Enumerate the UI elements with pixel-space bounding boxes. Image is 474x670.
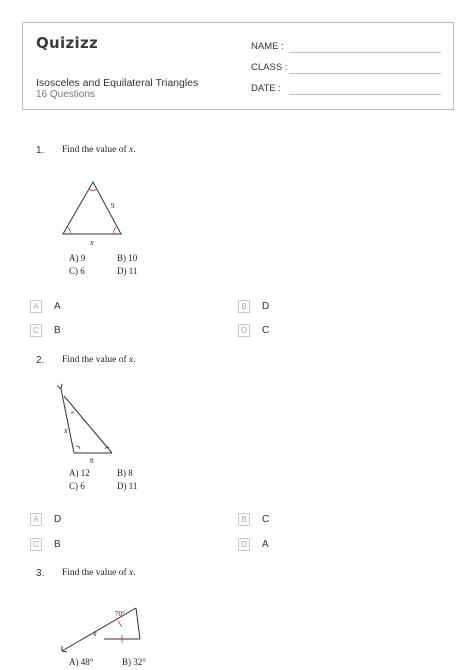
choice-b: B) 8 [117, 468, 133, 478]
answer-text: B [54, 324, 61, 336]
answer-letter-box: D [238, 538, 250, 551]
worksheet-title: Isosceles and Equilateral Triangles [36, 77, 199, 89]
choice-a: A) 9 [69, 253, 86, 263]
base-label: x [90, 238, 94, 247]
choice-d: D) 11 [117, 266, 138, 276]
class-line[interactable] [289, 73, 441, 74]
name-label: NAME : [251, 41, 284, 52]
answer-text: B [54, 538, 61, 550]
question-prompt: Find the value of x. [62, 355, 136, 365]
answer-text: A [262, 538, 269, 550]
class-label: CLASS : [251, 62, 288, 73]
date-line[interactable] [289, 94, 441, 95]
answer-option[interactable] [238, 537, 269, 551]
question-number: 1. [36, 145, 45, 156]
answer-option[interactable] [238, 299, 269, 313]
side-label: 9 [111, 202, 115, 210]
answer-letter-box: A [30, 300, 42, 313]
isosceles-triangle-figure [55, 385, 125, 467]
name-field[interactable] [251, 40, 441, 54]
answer-text: C [262, 324, 270, 336]
equilateral-triangle-figure [55, 178, 135, 250]
worksheet-header [22, 22, 454, 110]
answer-option[interactable] [238, 512, 269, 526]
choice-c: C) 6 [69, 481, 85, 491]
choice-b: B) 32° [122, 657, 146, 667]
quizizz-logo: Quizizz [36, 34, 99, 52]
angle-label: 70° [115, 610, 125, 618]
question-number: 2. [36, 355, 45, 366]
date-field[interactable] [251, 82, 441, 96]
answer-option[interactable] [30, 537, 61, 551]
choice-b: B) 10 [117, 253, 138, 263]
answer-text: D [262, 300, 270, 312]
choice-d: D) 11 [117, 481, 138, 491]
answer-option[interactable] [238, 323, 269, 337]
question-count: 16 Questions [36, 89, 95, 100]
side-label: x [64, 426, 68, 435]
exterior-angle-triangle-figure [60, 598, 160, 656]
question-number: 3. [36, 568, 45, 579]
choice-a: A) 12 [69, 468, 90, 478]
answer-letter-box: A [30, 513, 42, 526]
choice-c: C) 6 [69, 266, 85, 276]
answer-option[interactable] [30, 299, 61, 313]
answer-option[interactable] [30, 323, 61, 337]
answer-letter-box: B [238, 300, 250, 313]
answer-option[interactable] [30, 512, 61, 526]
answer-text: D [54, 513, 62, 525]
base-label: 8 [90, 457, 94, 465]
answer-letter-box: C [30, 324, 42, 337]
answer-letter-box: B [238, 513, 250, 526]
name-line[interactable] [289, 52, 441, 53]
answer-text: C [262, 513, 270, 525]
question-prompt: Find the value of x. [62, 145, 136, 155]
date-label: DATE : [251, 83, 281, 94]
answer-text: A [54, 300, 61, 312]
choice-a: A) 48° [69, 657, 94, 667]
answer-letter-box: C [30, 538, 42, 551]
class-field[interactable] [251, 61, 441, 75]
var-label: x [93, 629, 97, 638]
answer-letter-box: D [238, 324, 250, 337]
question-prompt: Find the value of x. [62, 568, 136, 578]
